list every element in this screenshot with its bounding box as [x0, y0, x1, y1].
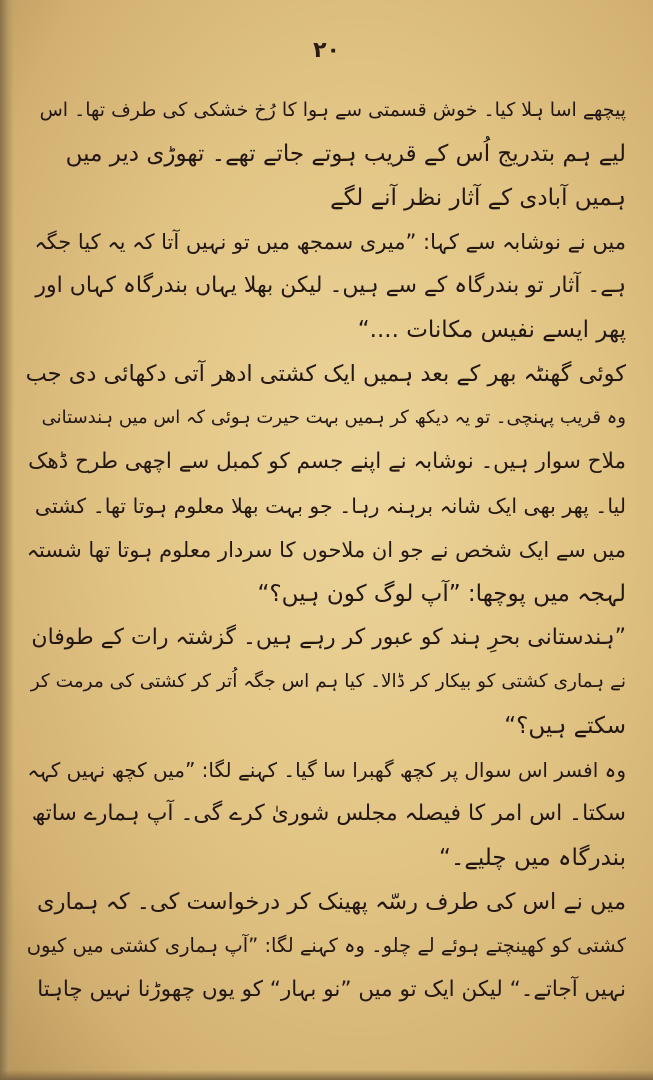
text-line: لیے ہم بتدریج اُس کے قریب ہوتے جاتے تھے۔ تھوڑی دیر میں — [65, 141, 626, 167]
text-line: کشتی کو کھینچتے ہوئے لے چلو۔ وہ کہنے لگا: ”آپ ہماری کشتی میں کیوں — [26, 934, 626, 957]
text-line: ملاح سوار ہیں۔ نوشابہ نے اپنے جسم کو کمبل سے اچھی طرح ڈھک — [28, 449, 626, 474]
text-line: میں نے نوشابہ سے کہا: ”میری سمجھ میں تو نہیں آتا کہ یہ کیا جگہ — [34, 230, 626, 254]
text-line: نہیں آجاتے۔“ لیکن ایک تو میں ”نو بہار“ کو یوں چھوڑنا نہیں چاہتا — [37, 977, 626, 1002]
text-line: ”ہندستانی بحرِ ہند کو عبور کر رہے ہیں۔ گزشتہ رات کے طوفان — [31, 625, 626, 650]
paragraph — [26, 616, 626, 748]
paragraph — [26, 748, 626, 880]
text-line: میں نے اس کی طرف رسّہ پھینک کر درخواست کی۔ کہ ہماری — [37, 889, 626, 915]
paragraph — [26, 352, 626, 616]
text-line: میں سے ایک شخص نے جو ان ملاحوں کا سردار معلوم ہوتا تھا شستہ — [26, 538, 626, 562]
text-line: پھر ایسے نفیس مکانات ....“ — [357, 317, 626, 343]
text-line: وہ افسر اس سوال پر کچھ گھبرا سا گیا۔ کہنے لگا: ”میں کچھ نہیں کہہ — [27, 758, 626, 782]
paragraph — [26, 220, 626, 352]
text-line: نے ہماری کشتی کو بیکار کر ڈالا۔ کیا ہم اس جگہ اُتر کر کشتی کی مرمت کر — [30, 671, 626, 692]
paragraph — [26, 88, 626, 220]
page-binding-shadow — [0, 0, 14, 1080]
text-line: وہ قریب پہنچی۔ تو یہ دیکھ کر ہمیں بہت حیرت ہوئی کہ اس میں ہندستانی — [41, 407, 626, 428]
text-line: ہے۔ آثار تو بندرگاہ کے سے ہیں۔ لیکن بھلا یہاں بندرگاہ کہاں اور — [35, 273, 626, 298]
page-number: ۲۰ — [313, 38, 340, 63]
text-line: سکتے ہیں؟“ — [504, 713, 626, 739]
text-line: سکتا۔ اس امر کا فیصلہ مجلس شوریٰ کرے گی۔ آپ ہمارے ساتھ — [31, 801, 626, 826]
text-line: کوئی گھنٹہ بھر کے بعد ہمیں ایک کشتی ادھر آتی دکھائی دی جب — [26, 361, 626, 387]
text-line: لہجہ میں پوچھا: ”آپ لوگ کون ہیں؟“ — [257, 581, 626, 607]
body-text — [26, 88, 626, 1012]
text-line: بندرگاہ میں چلیے۔“ — [439, 845, 626, 871]
page-bottom-edge — [0, 1070, 653, 1080]
text-line: پیچھے اسا ہلا کیا۔ خوش قسمتی سے ہوا کا رُخ خشکی کی طرف تھا۔ اس — [39, 99, 626, 121]
paragraph — [26, 880, 626, 1012]
text-line: لیا۔ پھر بھی ایک شانہ برہنہ رہا۔ جو بہت بھلا معلوم ہوتا تھا۔ کشتی — [34, 494, 626, 518]
text-line: ہمیں آبادی کے آثار نظر آنے لگے — [330, 185, 626, 211]
